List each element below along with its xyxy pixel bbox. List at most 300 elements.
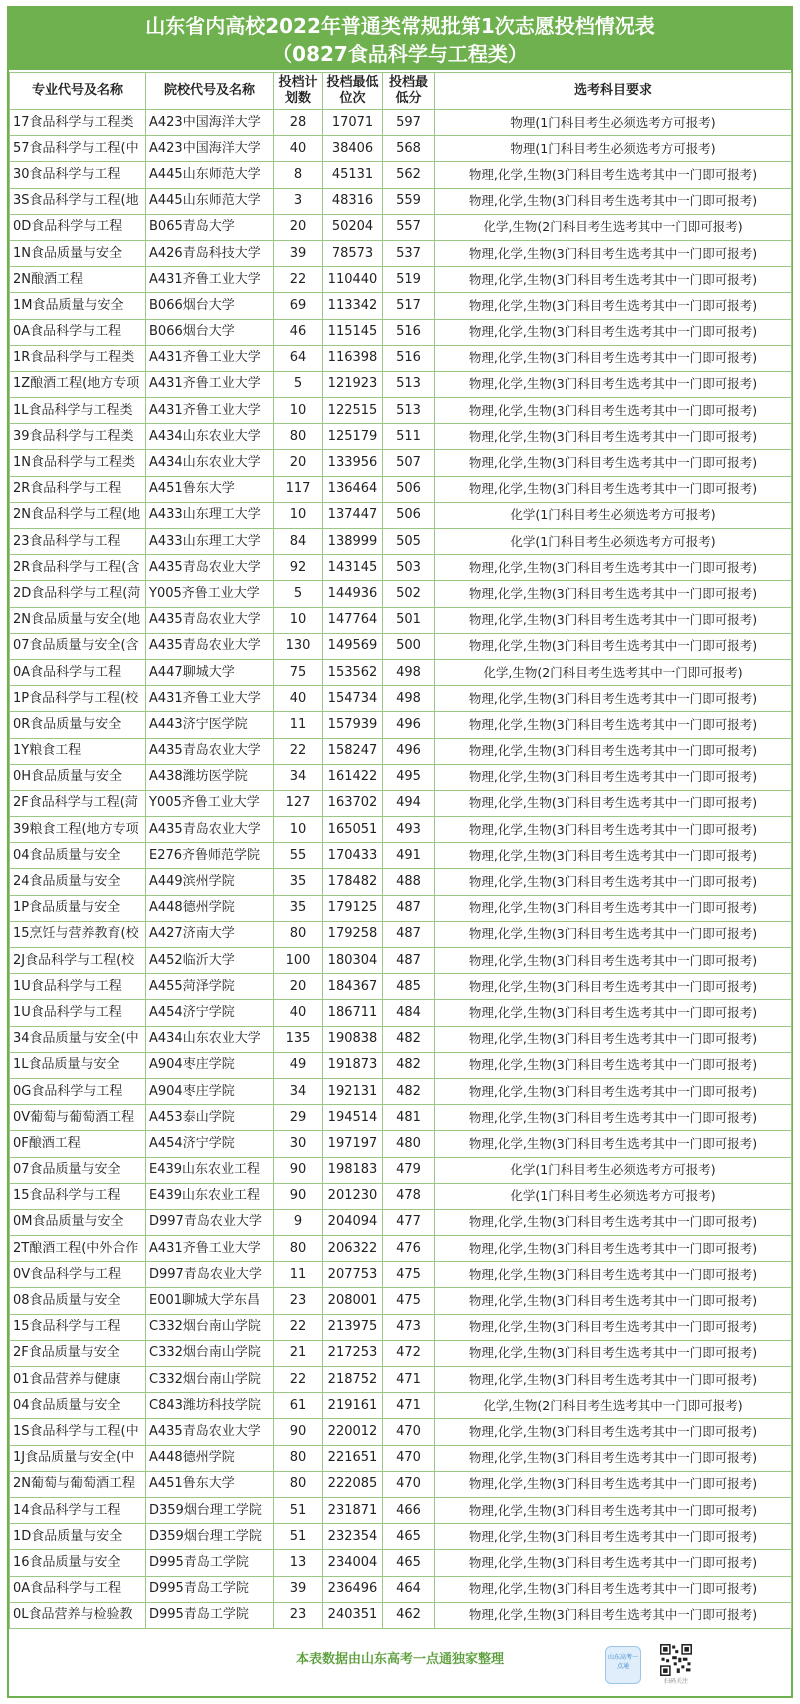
plan-cell: 23: [274, 1602, 323, 1628]
plan-cell: 35: [274, 869, 323, 895]
major-cell: 2D食品科学与工程(菏: [10, 581, 146, 607]
score-cell: 485: [383, 974, 435, 1000]
major-cell: 04食品质量与安全: [10, 1393, 146, 1419]
rank-cell: 122515: [323, 398, 383, 424]
score-cell: 519: [383, 267, 435, 293]
requirement-cell: 物理,化学,生物(3门科目考生选考其中一门即可报考): [435, 319, 792, 345]
table-row: [10, 738, 792, 764]
col-header-major: 专业代号及名称: [10, 73, 146, 110]
major-cell: 0L食品营养与检验教: [10, 1602, 146, 1628]
rank-cell: 234004: [323, 1550, 383, 1576]
major-cell: 34食品质量与安全(中: [10, 1026, 146, 1052]
requirement-cell: 物理,化学,生物(3门科目考生选考其中一门即可报考): [435, 581, 792, 607]
score-cell: 472: [383, 1340, 435, 1366]
plan-cell: 11: [274, 1262, 323, 1288]
school-cell: D995青岛工学院: [146, 1602, 274, 1628]
requirement-cell: 物理,化学,生物(3门科目考生选考其中一门即可报考): [435, 1105, 792, 1131]
rank-cell: 110440: [323, 267, 383, 293]
title-banner: [9, 8, 791, 70]
table-row: [10, 110, 792, 136]
school-cell: C332烟台南山学院: [146, 1340, 274, 1366]
score-cell: 471: [383, 1367, 435, 1393]
major-cell: 1N食品质量与安全: [10, 240, 146, 266]
plan-cell: 80: [274, 1236, 323, 1262]
score-cell: 517: [383, 293, 435, 319]
plan-cell: 22: [274, 1314, 323, 1340]
table-row: [10, 764, 792, 790]
major-cell: 2N食品质量与安全(地: [10, 607, 146, 633]
table-header-row: [10, 73, 792, 110]
requirement-cell: 物理,化学,生物(3门科目考生选考其中一门即可报考): [435, 398, 792, 424]
requirement-cell: 化学(1门科目考生必须选考方可报考): [435, 529, 792, 555]
requirement-cell: 物理,化学,生物(3门科目考生选考其中一门即可报考): [435, 1445, 792, 1471]
table-row: [10, 319, 792, 345]
rank-cell: 45131: [323, 162, 383, 188]
table-row: [10, 948, 792, 974]
school-cell: A434山东农业大学: [146, 424, 274, 450]
score-cell: 494: [383, 790, 435, 816]
plan-cell: 23: [274, 1288, 323, 1314]
major-cell: 1D食品质量与安全: [10, 1524, 146, 1550]
school-cell: A453泰山学院: [146, 1105, 274, 1131]
table-row: [10, 686, 792, 712]
table-row: [10, 712, 792, 738]
plan-cell: 127: [274, 790, 323, 816]
major-cell: 0A食品科学与工程: [10, 1576, 146, 1602]
requirement-cell: 物理,化学,生物(3门科目考生选考其中一门即可报考): [435, 921, 792, 947]
table-row: [10, 1367, 792, 1393]
plan-cell: 22: [274, 1367, 323, 1393]
requirement-cell: 物理(1门科目考生必须选考方可报考): [435, 136, 792, 162]
requirement-cell: 物理,化学,生物(3门科目考生选考其中一门即可报考): [435, 764, 792, 790]
plan-cell: 51: [274, 1497, 323, 1523]
rank-cell: 121923: [323, 371, 383, 397]
score-cell: 475: [383, 1262, 435, 1288]
rank-cell: 222085: [323, 1471, 383, 1497]
major-cell: 30食品科学与工程: [10, 162, 146, 188]
plan-cell: 22: [274, 267, 323, 293]
requirement-cell: 物理,化学,生物(3门科目考生选考其中一门即可报考): [435, 240, 792, 266]
major-cell: 17食品科学与工程类: [10, 110, 146, 136]
requirement-cell: 物理,化学,生物(3门科目考生选考其中一门即可报考): [435, 1576, 792, 1602]
requirement-cell: 物理,化学,生物(3门科目考生选考其中一门即可报考): [435, 450, 792, 476]
table-row: [10, 895, 792, 921]
table-row: [10, 921, 792, 947]
table-row: [10, 1183, 792, 1209]
plan-cell: 22: [274, 738, 323, 764]
major-cell: 0V食品科学与工程: [10, 1262, 146, 1288]
major-cell: 1L食品科学与工程类: [10, 398, 146, 424]
major-cell: 1S食品科学与工程(中: [10, 1419, 146, 1445]
major-cell: 1U食品科学与工程: [10, 1000, 146, 1026]
rank-cell: 220012: [323, 1419, 383, 1445]
school-cell: D995青岛工学院: [146, 1550, 274, 1576]
rank-cell: 232354: [323, 1524, 383, 1550]
score-cell: 505: [383, 529, 435, 555]
score-cell: 482: [383, 1078, 435, 1104]
page-subtitle: （0827食品科学与工程类）: [272, 42, 528, 66]
rank-cell: 78573: [323, 240, 383, 266]
requirement-cell: 化学,生物(2门科目考生选考其中一门即可报考): [435, 214, 792, 240]
rank-cell: 138999: [323, 529, 383, 555]
col-header-school: 院校代号及名称: [146, 73, 274, 110]
table-row: [10, 345, 792, 371]
rank-cell: 154734: [323, 686, 383, 712]
requirement-cell: 物理,化学,生物(3门科目考生选考其中一门即可报考): [435, 1000, 792, 1026]
rank-cell: 147764: [323, 607, 383, 633]
requirement-cell: 物理,化学,生物(3门科目考生选考其中一门即可报考): [435, 607, 792, 633]
plan-cell: 49: [274, 1052, 323, 1078]
requirement-cell: 物理,化学,生物(3门科目考生选考其中一门即可报考): [435, 267, 792, 293]
school-cell: A435青岛农业大学: [146, 607, 274, 633]
table-row: [10, 188, 792, 214]
major-cell: 0M食品质量与安全: [10, 1209, 146, 1235]
requirement-cell: 物理,化学,生物(3门科目考生选考其中一门即可报考): [435, 293, 792, 319]
score-cell: 479: [383, 1157, 435, 1183]
rank-cell: 136464: [323, 476, 383, 502]
school-cell: A423中国海洋大学: [146, 136, 274, 162]
rank-cell: 137447: [323, 502, 383, 528]
table-row: [10, 1131, 792, 1157]
score-cell: 498: [383, 659, 435, 685]
school-cell: A431齐鲁工业大学: [146, 345, 274, 371]
table-row: [10, 1471, 792, 1497]
plan-cell: 10: [274, 817, 323, 843]
score-cell: 503: [383, 555, 435, 581]
plan-cell: 30: [274, 1131, 323, 1157]
score-cell: 516: [383, 345, 435, 371]
table-row: [10, 1576, 792, 1602]
plan-cell: 10: [274, 502, 323, 528]
table-row: [10, 817, 792, 843]
score-cell: 487: [383, 948, 435, 974]
table-row: [10, 1157, 792, 1183]
col-header-plan: 投档计划数: [274, 73, 323, 110]
rank-cell: 194514: [323, 1105, 383, 1131]
school-cell: E439山东农业工程: [146, 1157, 274, 1183]
requirement-cell: 物理,化学,生物(3门科目考生选考其中一门即可报考): [435, 1288, 792, 1314]
score-cell: 501: [383, 607, 435, 633]
col-header-rank: 投档最低位次: [323, 73, 383, 110]
major-cell: 07食品质量与安全(含: [10, 633, 146, 659]
major-cell: 3S食品科学与工程(地: [10, 188, 146, 214]
requirement-cell: 物理,化学,生物(3门科目考生选考其中一门即可报考): [435, 712, 792, 738]
major-cell: 1M食品质量与安全: [10, 293, 146, 319]
major-cell: 2R食品科学与工程: [10, 476, 146, 502]
rank-cell: 218752: [323, 1367, 383, 1393]
major-cell: 0H食品质量与安全: [10, 764, 146, 790]
score-cell: 488: [383, 869, 435, 895]
score-cell: 500: [383, 633, 435, 659]
requirement-cell: 物理,化学,生物(3门科目考生选考其中一门即可报考): [435, 790, 792, 816]
school-cell: A431齐鲁工业大学: [146, 371, 274, 397]
requirement-cell: 物理,化学,生物(3门科目考生选考其中一门即可报考): [435, 948, 792, 974]
rank-cell: 201230: [323, 1183, 383, 1209]
rank-cell: 206322: [323, 1236, 383, 1262]
major-cell: 39食品科学与工程类: [10, 424, 146, 450]
table-row: [10, 974, 792, 1000]
score-cell: 465: [383, 1524, 435, 1550]
table-row: [10, 843, 792, 869]
score-cell: 470: [383, 1471, 435, 1497]
score-cell: 513: [383, 398, 435, 424]
plan-cell: 90: [274, 1183, 323, 1209]
table-row: [10, 529, 792, 555]
rank-cell: 133956: [323, 450, 383, 476]
table-row: [10, 1445, 792, 1471]
school-cell: A423中国海洋大学: [146, 110, 274, 136]
score-cell: 462: [383, 1602, 435, 1628]
requirement-cell: 物理,化学,生物(3门科目考生选考其中一门即可报考): [435, 1314, 792, 1340]
school-cell: A438潍坊医学院: [146, 764, 274, 790]
score-cell: 559: [383, 188, 435, 214]
school-cell: A435青岛农业大学: [146, 817, 274, 843]
school-cell: D995青岛工学院: [146, 1576, 274, 1602]
table-row: [10, 1262, 792, 1288]
major-cell: 2R食品科学与工程(含: [10, 555, 146, 581]
major-cell: 2J食品科学与工程(校: [10, 948, 146, 974]
admission-table: [9, 72, 792, 1629]
major-cell: 07食品质量与安全: [10, 1157, 146, 1183]
plan-cell: 39: [274, 1576, 323, 1602]
table-row: [10, 162, 792, 188]
table-row: [10, 240, 792, 266]
table-row: [10, 424, 792, 450]
table-row: [10, 214, 792, 240]
plan-cell: 10: [274, 607, 323, 633]
score-cell: 471: [383, 1393, 435, 1419]
school-cell: A454济宁学院: [146, 1000, 274, 1026]
school-cell: A451鲁东大学: [146, 1471, 274, 1497]
plan-cell: 69: [274, 293, 323, 319]
score-cell: 557: [383, 214, 435, 240]
col-header-req: 选考科目要求: [435, 73, 792, 110]
major-cell: 1L食品质量与安全: [10, 1052, 146, 1078]
school-cell: A433山东理工大学: [146, 502, 274, 528]
requirement-cell: 物理,化学,生物(3门科目考生选考其中一门即可报考): [435, 686, 792, 712]
major-cell: 2N食品科学与工程(地: [10, 502, 146, 528]
plan-cell: 80: [274, 921, 323, 947]
major-cell: 1P食品科学与工程(校: [10, 686, 146, 712]
table-row: [10, 1105, 792, 1131]
rank-cell: 190838: [323, 1026, 383, 1052]
school-cell: A433山东理工大学: [146, 529, 274, 555]
table-row: [10, 1209, 792, 1235]
rank-cell: 158247: [323, 738, 383, 764]
rank-cell: 170433: [323, 843, 383, 869]
table-row: [10, 1497, 792, 1523]
rank-cell: 198183: [323, 1157, 383, 1183]
plan-cell: 34: [274, 764, 323, 790]
major-cell: 08食品质量与安全: [10, 1288, 146, 1314]
school-cell: A431齐鲁工业大学: [146, 1236, 274, 1262]
plan-cell: 90: [274, 1157, 323, 1183]
plan-cell: 84: [274, 529, 323, 555]
major-cell: 0D食品科学与工程: [10, 214, 146, 240]
major-cell: 01食品营养与健康: [10, 1367, 146, 1393]
requirement-cell: 物理,化学,生物(3门科目考生选考其中一门即可报考): [435, 1550, 792, 1576]
table-row: [10, 790, 792, 816]
table-row: [10, 1236, 792, 1262]
plan-cell: 28: [274, 110, 323, 136]
rank-cell: 236496: [323, 1576, 383, 1602]
major-cell: 1P食品质量与安全: [10, 895, 146, 921]
rank-cell: 191873: [323, 1052, 383, 1078]
major-cell: 04食品质量与安全: [10, 843, 146, 869]
requirement-cell: 物理,化学,生物(3门科目考生选考其中一门即可报考): [435, 738, 792, 764]
plan-cell: 29: [274, 1105, 323, 1131]
requirement-cell: 物理,化学,生物(3门科目考生选考其中一门即可报考): [435, 424, 792, 450]
table-frame: [7, 6, 793, 1698]
table-row: [10, 1026, 792, 1052]
table-row: [10, 136, 792, 162]
score-cell: 480: [383, 1131, 435, 1157]
plan-cell: 61: [274, 1393, 323, 1419]
school-cell: C332烟台南山学院: [146, 1314, 274, 1340]
score-cell: 496: [383, 712, 435, 738]
rank-cell: 213975: [323, 1314, 383, 1340]
major-cell: 2N葡萄与葡萄酒工程: [10, 1471, 146, 1497]
rank-cell: 180304: [323, 948, 383, 974]
score-cell: 487: [383, 921, 435, 947]
requirement-cell: 物理,化学,生物(3门科目考生选考其中一门即可报考): [435, 817, 792, 843]
plan-cell: 8: [274, 162, 323, 188]
score-cell: 481: [383, 1105, 435, 1131]
col-header-score: 投档最低分: [383, 73, 435, 110]
requirement-cell: 物理,化学,生物(3门科目考生选考其中一门即可报考): [435, 371, 792, 397]
school-cell: E276齐鲁师范学院: [146, 843, 274, 869]
table-row: [10, 555, 792, 581]
score-cell: 477: [383, 1209, 435, 1235]
school-cell: A451鲁东大学: [146, 476, 274, 502]
score-cell: 470: [383, 1419, 435, 1445]
table-row: [10, 1078, 792, 1104]
major-cell: 2F食品质量与安全: [10, 1340, 146, 1366]
rank-cell: 116398: [323, 345, 383, 371]
rank-cell: 179258: [323, 921, 383, 947]
major-cell: 39粮食工程(地方专项: [10, 817, 146, 843]
requirement-cell: 化学(1门科目考生必须选考方可报考): [435, 1157, 792, 1183]
score-cell: 496: [383, 738, 435, 764]
score-cell: 597: [383, 110, 435, 136]
plan-cell: 75: [274, 659, 323, 685]
table-row: [10, 398, 792, 424]
plan-cell: 40: [274, 136, 323, 162]
major-cell: 15烹饪与营养教育(校: [10, 921, 146, 947]
table-row: [10, 267, 792, 293]
major-cell: 1Y粮食工程: [10, 738, 146, 764]
plan-cell: 21: [274, 1340, 323, 1366]
plan-cell: 35: [274, 895, 323, 921]
rank-cell: 153562: [323, 659, 383, 685]
plan-cell: 51: [274, 1524, 323, 1550]
score-cell: 473: [383, 1314, 435, 1340]
requirement-cell: 物理,化学,生物(3门科目考生选考其中一门即可报考): [435, 1602, 792, 1628]
rank-cell: 143145: [323, 555, 383, 581]
requirement-cell: 物理,化学,生物(3门科目考生选考其中一门即可报考): [435, 974, 792, 1000]
school-cell: D359烟台理工学院: [146, 1497, 274, 1523]
school-cell: A904枣庄学院: [146, 1052, 274, 1078]
requirement-cell: 物理,化学,生物(3门科目考生选考其中一门即可报考): [435, 1471, 792, 1497]
requirement-cell: 化学,生物(2门科目考生选考其中一门即可报考): [435, 1393, 792, 1419]
plan-cell: 20: [274, 214, 323, 240]
rank-cell: 178482: [323, 869, 383, 895]
rank-cell: 197197: [323, 1131, 383, 1157]
school-cell: A447聊城大学: [146, 659, 274, 685]
score-cell: 506: [383, 476, 435, 502]
plan-cell: 55: [274, 843, 323, 869]
score-cell: 498: [383, 686, 435, 712]
score-cell: 487: [383, 895, 435, 921]
school-cell: A427济南大学: [146, 921, 274, 947]
table-row: [10, 1340, 792, 1366]
brand-logo: 山东高考一点通: [605, 1646, 641, 1684]
requirement-cell: 物理,化学,生物(3门科目考生选考其中一门即可报考): [435, 1236, 792, 1262]
school-cell: A434山东农业大学: [146, 1026, 274, 1052]
score-cell: 568: [383, 136, 435, 162]
requirement-cell: 物理,化学,生物(3门科目考生选考其中一门即可报考): [435, 1078, 792, 1104]
score-cell: 511: [383, 424, 435, 450]
school-cell: B065青岛大学: [146, 214, 274, 240]
school-cell: A904枣庄学院: [146, 1078, 274, 1104]
school-cell: B066烟台大学: [146, 293, 274, 319]
school-cell: Y005齐鲁工业大学: [146, 790, 274, 816]
score-cell: 562: [383, 162, 435, 188]
rank-cell: 184367: [323, 974, 383, 1000]
school-cell: A431齐鲁工业大学: [146, 398, 274, 424]
major-cell: 0A食品科学与工程: [10, 659, 146, 685]
rank-cell: 165051: [323, 817, 383, 843]
score-cell: 464: [383, 1576, 435, 1602]
qr-code-icon: [660, 1644, 692, 1676]
major-cell: 24食品质量与安全: [10, 869, 146, 895]
rank-cell: 113342: [323, 293, 383, 319]
major-cell: 2F食品科学与工程(菏: [10, 790, 146, 816]
plan-cell: 90: [274, 1419, 323, 1445]
requirement-cell: 物理(1门科目考生必须选考方可报考): [435, 110, 792, 136]
score-cell: 466: [383, 1497, 435, 1523]
school-cell: A443济宁医学院: [146, 712, 274, 738]
plan-cell: 11: [274, 712, 323, 738]
rank-cell: 50204: [323, 214, 383, 240]
score-cell: 507: [383, 450, 435, 476]
rank-cell: 217253: [323, 1340, 383, 1366]
major-cell: 57食品科学与工程(中: [10, 136, 146, 162]
requirement-cell: 物理,化学,生物(3门科目考生选考其中一门即可报考): [435, 476, 792, 502]
table-row: [10, 1602, 792, 1628]
plan-cell: 5: [274, 371, 323, 397]
score-cell: 537: [383, 240, 435, 266]
footer: [9, 1630, 791, 1696]
school-cell: Y005齐鲁工业大学: [146, 581, 274, 607]
major-cell: 0R食品质量与安全: [10, 712, 146, 738]
requirement-cell: 物理,化学,生物(3门科目考生选考其中一门即可报考): [435, 869, 792, 895]
source-note: 本表数据由山东高考一点通独家整理: [295, 1652, 504, 1667]
score-cell: 513: [383, 371, 435, 397]
table-row: [10, 1052, 792, 1078]
plan-cell: 40: [274, 1000, 323, 1026]
major-cell: 15食品科学与工程: [10, 1183, 146, 1209]
school-cell: A448德州学院: [146, 1445, 274, 1471]
rank-cell: 192131: [323, 1078, 383, 1104]
plan-cell: 9: [274, 1209, 323, 1235]
score-cell: 491: [383, 843, 435, 869]
rank-cell: 208001: [323, 1288, 383, 1314]
qr-label: 扫码关注: [663, 1678, 688, 1685]
score-cell: 516: [383, 319, 435, 345]
plan-cell: 39: [274, 240, 323, 266]
major-cell: 2T酿酒工程(中外合作: [10, 1236, 146, 1262]
